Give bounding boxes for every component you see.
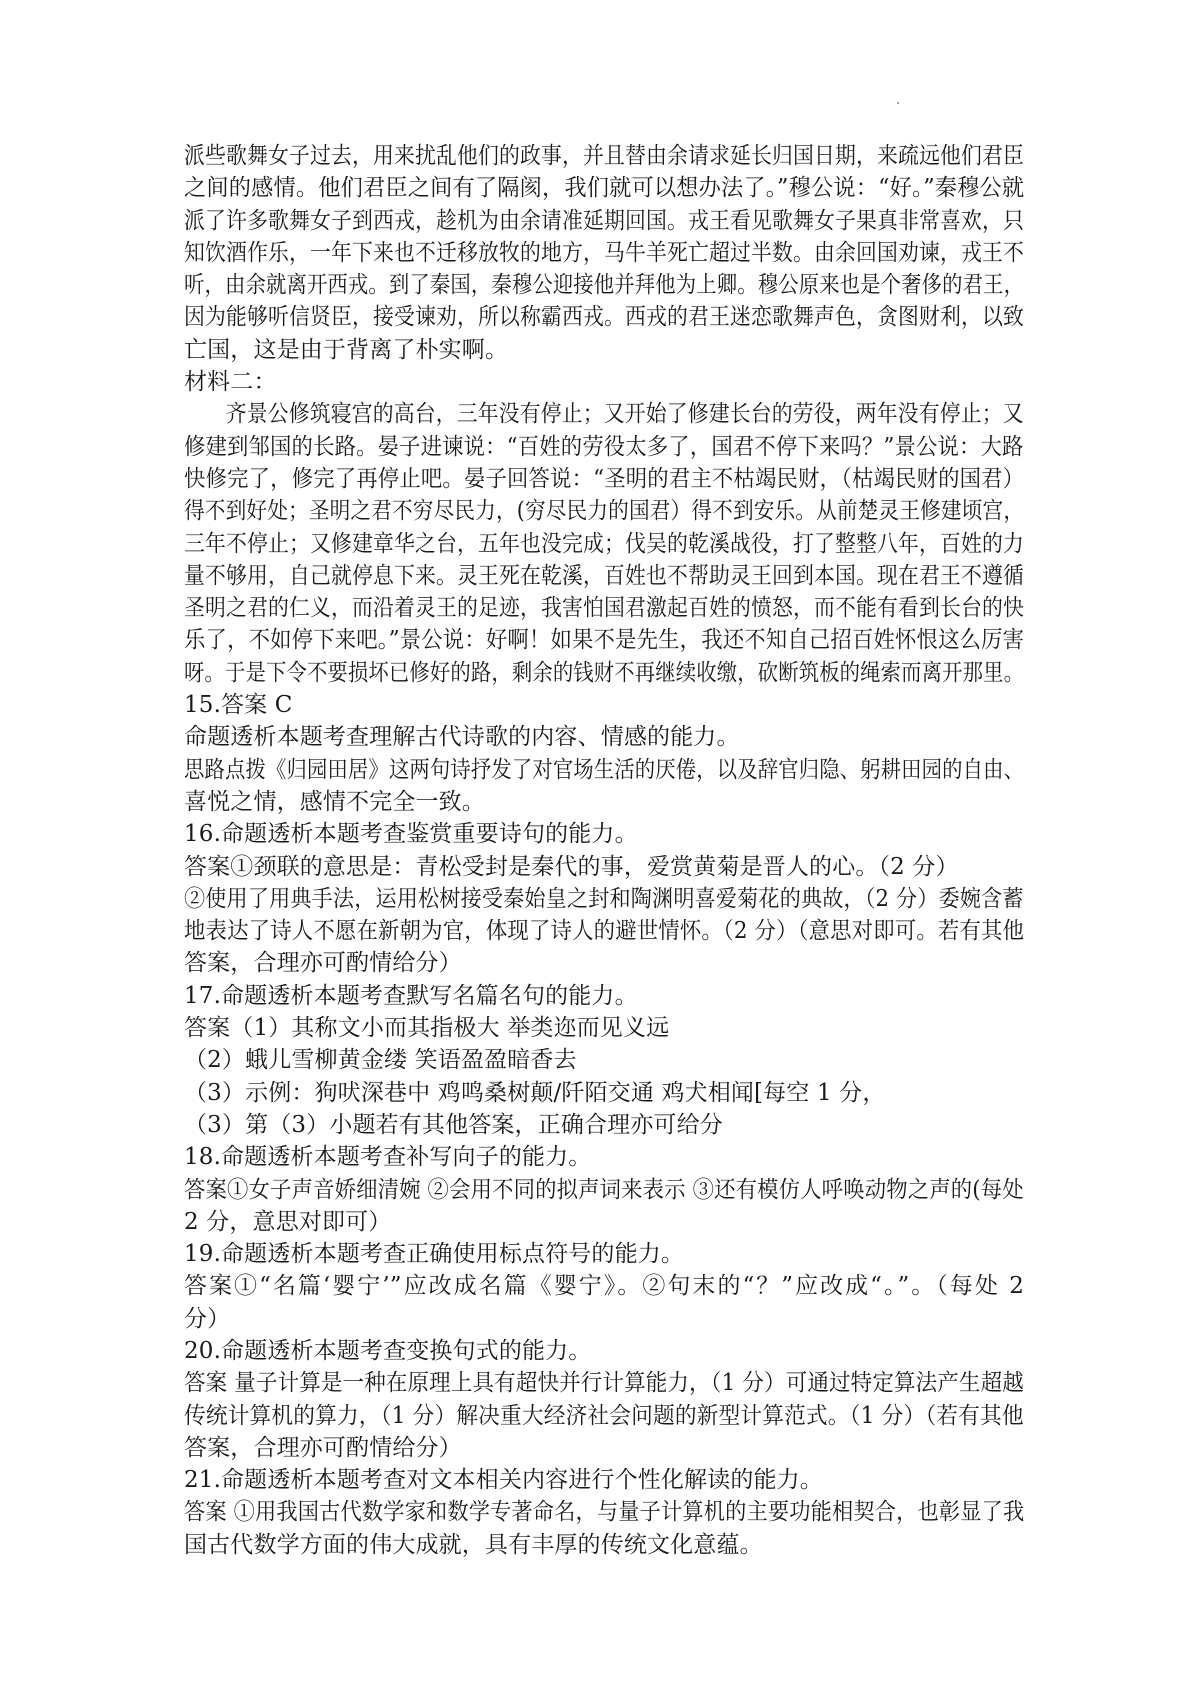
text-line: 之间的感情。他们君臣之间有了隔阂，我们就可以想办法了。”穆公说：“好。”秦穆公就 bbox=[184, 175, 1025, 202]
text-line: 答案，合理亦可酌情给分） bbox=[184, 1434, 462, 1461]
text-line: 齐景公修筑寝宫的高台，三年没有停止；又开始了修建长台的劳役，两年没有停止；又 bbox=[225, 401, 1024, 428]
text-line: 答案①“名篇‘婴宁’”应改成名篇《婴宁》。②句末的“？”应改成“。”。（每处 2 bbox=[184, 1273, 1024, 1300]
text-line: 亡国，这是由于背离了朴实啊。 bbox=[184, 336, 509, 363]
text-line: 乐了，不如停下来吧。”景公说：好啊！如果不是先生，我还不知自己招百姓怀恨这么厉害 bbox=[184, 627, 1025, 654]
text-line: 命题透析本题考查理解古代诗歌的内容、情感的能力。 bbox=[184, 724, 740, 751]
text-line: 派了许多歌舞女子到西戎，趁机为由余请准延期回国。戎王看见歌舞女子果真非常喜欢，只 bbox=[184, 207, 1024, 234]
text-line: 量不够用，自己就停息下来。灵王死在乾溪，百姓也不帮助灵王回到本国。现在君王不遵循 bbox=[184, 562, 1024, 589]
text-line: 分） bbox=[184, 1305, 231, 1332]
text-line: 答案①颈联的意思是：青松受封是秦代的事，爱赏黄菊是晋人的心。（2 分） bbox=[184, 853, 959, 880]
text-line: 地表达了诗人不愿在新朝为官，体现了诗人的避世情怀。（2 分）（意思对即可。若有其他 bbox=[184, 918, 1025, 945]
text-line: 派些歌舞女子过去，用来扰乱他们的政事，并且替由余请求延长归国日期，来疏远他们君臣 bbox=[184, 143, 1024, 169]
text-line: 国古代数学方面的伟大成就，具有丰厚的传统文化意蕴。 bbox=[184, 1531, 763, 1558]
text-line: 答案①女子声音娇细清婉 ②会用不同的拟声词来表示 ③还有模仿人呼唤动物之声的(每处 bbox=[184, 1176, 1024, 1203]
text-line: 传统计算机的算力，（1 分）解决重大经济社会问题的新型计算范式。（1 分）（若有其他 bbox=[184, 1402, 1024, 1429]
text-line: 答案（1）其称文小而其指极大 举类迩而见义远 bbox=[184, 1015, 670, 1042]
text-line: 答案 ①用我国古代数学家和数学专著命名，与量子计算机的主要功能相契合，也彰显了我 bbox=[184, 1499, 1025, 1526]
text-line: 材料二： bbox=[184, 369, 277, 396]
text-line: 2 分，意思对即可） bbox=[184, 1208, 392, 1235]
text-line: 20.命题透析本题考查变换句式的能力。 bbox=[184, 1337, 592, 1364]
text-line: 知饮酒作乐，一年下来也不迁移放牧的地方，马牛羊死亡超过半数。由余回国劝谏，戎王不 bbox=[184, 239, 1024, 266]
text-line: 21.命题透析本题考查对文本相关内容进行个性化解读的能力。 bbox=[184, 1467, 823, 1494]
text-line: 三年不停止；又修建章华之台，五年也没完成；伐吴的乾溪战役，打了整整八年，百姓的力 bbox=[184, 530, 1024, 557]
text-line: ②使用了用典手法，运用松树接受秦始皇之封和陶渊明喜爱菊花的典故，（2 分）委婉含蓄 bbox=[184, 885, 1024, 912]
text-line: 圣明之君的仁义，而沿着灵王的足迹，我害怕国君激起百姓的愤怒，而不能有看到长台的快 bbox=[184, 595, 1024, 622]
text-line: 15.答案 C bbox=[184, 692, 293, 719]
text-line: 喜悦之情，感情不完全一致。 bbox=[184, 788, 485, 815]
text-line: 听，由余就离开西戎。到了秦国，秦穆公迎接他并拜他为上卿。穆公原来也是个奢侈的君王， bbox=[184, 272, 1025, 299]
text-line: 呀。于是下令不要损坏已修好的路，剩余的钱财不再继续收缴，砍断筑板的绳索而离开那里。 bbox=[184, 659, 1025, 686]
scan-speck bbox=[897, 102, 899, 104]
text-line: （3）第（3）小题若有其他答案，正确合理亦可给分 bbox=[184, 1111, 723, 1138]
text-line: （3）示例：狗吠深巷中 鸡鸣桑树颠/阡陌交通 鸡犬相闻[每空 1 分， bbox=[184, 1079, 886, 1106]
text-line: 得不到好处；圣明之君不穷尽民力，(穷尽民力的国君）得不到安乐。从前楚灵王修建顷宫， bbox=[184, 498, 1025, 525]
text-line: 答案 量子计算是一种在原理上具有超快并行计算能力，（1 分）可通过特定算法产生超越 bbox=[184, 1370, 1024, 1397]
text-line: 19.命题透析本题考查正确使用标点符号的能力。 bbox=[184, 1241, 685, 1268]
text-line: 17.命题透析本题考查默写名篇名句的能力。 bbox=[184, 982, 638, 1009]
text-line: 18.命题透析本题考查补写向子的能力。 bbox=[184, 1144, 592, 1171]
text-line: 答案，合理亦可酌情给分） bbox=[184, 950, 462, 977]
text-line: 16.命题透析本题考查鉴赏重要诗句的能力。 bbox=[184, 821, 638, 848]
text-line: 快修完了，修完了再停止吧。晏子回答说：“圣明的君主不枯竭民财，（枯竭民财的国君） bbox=[184, 465, 1025, 492]
document-page bbox=[184, 140, 1024, 1561]
text-line: 思路点拨《归园田居》这两句诗抒发了对官场生活的厌倦，以及辞官归隐、躬耕田园的自由、 bbox=[184, 756, 1025, 783]
text-line: 修建到邹国的长路。晏子进谏说：“百姓的劳役太多了，国君不停下来吗？”景公说：大路 bbox=[184, 433, 1024, 460]
text-line: 因为能够听信贤臣，接受谏劝，所以称霸西戎。西戎的君王迷恋歌舞声色，贪图财利，以致 bbox=[184, 304, 1024, 331]
text-line: （2）蛾儿雪柳黄金缕 笑语盈盈暗香去 bbox=[184, 1047, 577, 1074]
